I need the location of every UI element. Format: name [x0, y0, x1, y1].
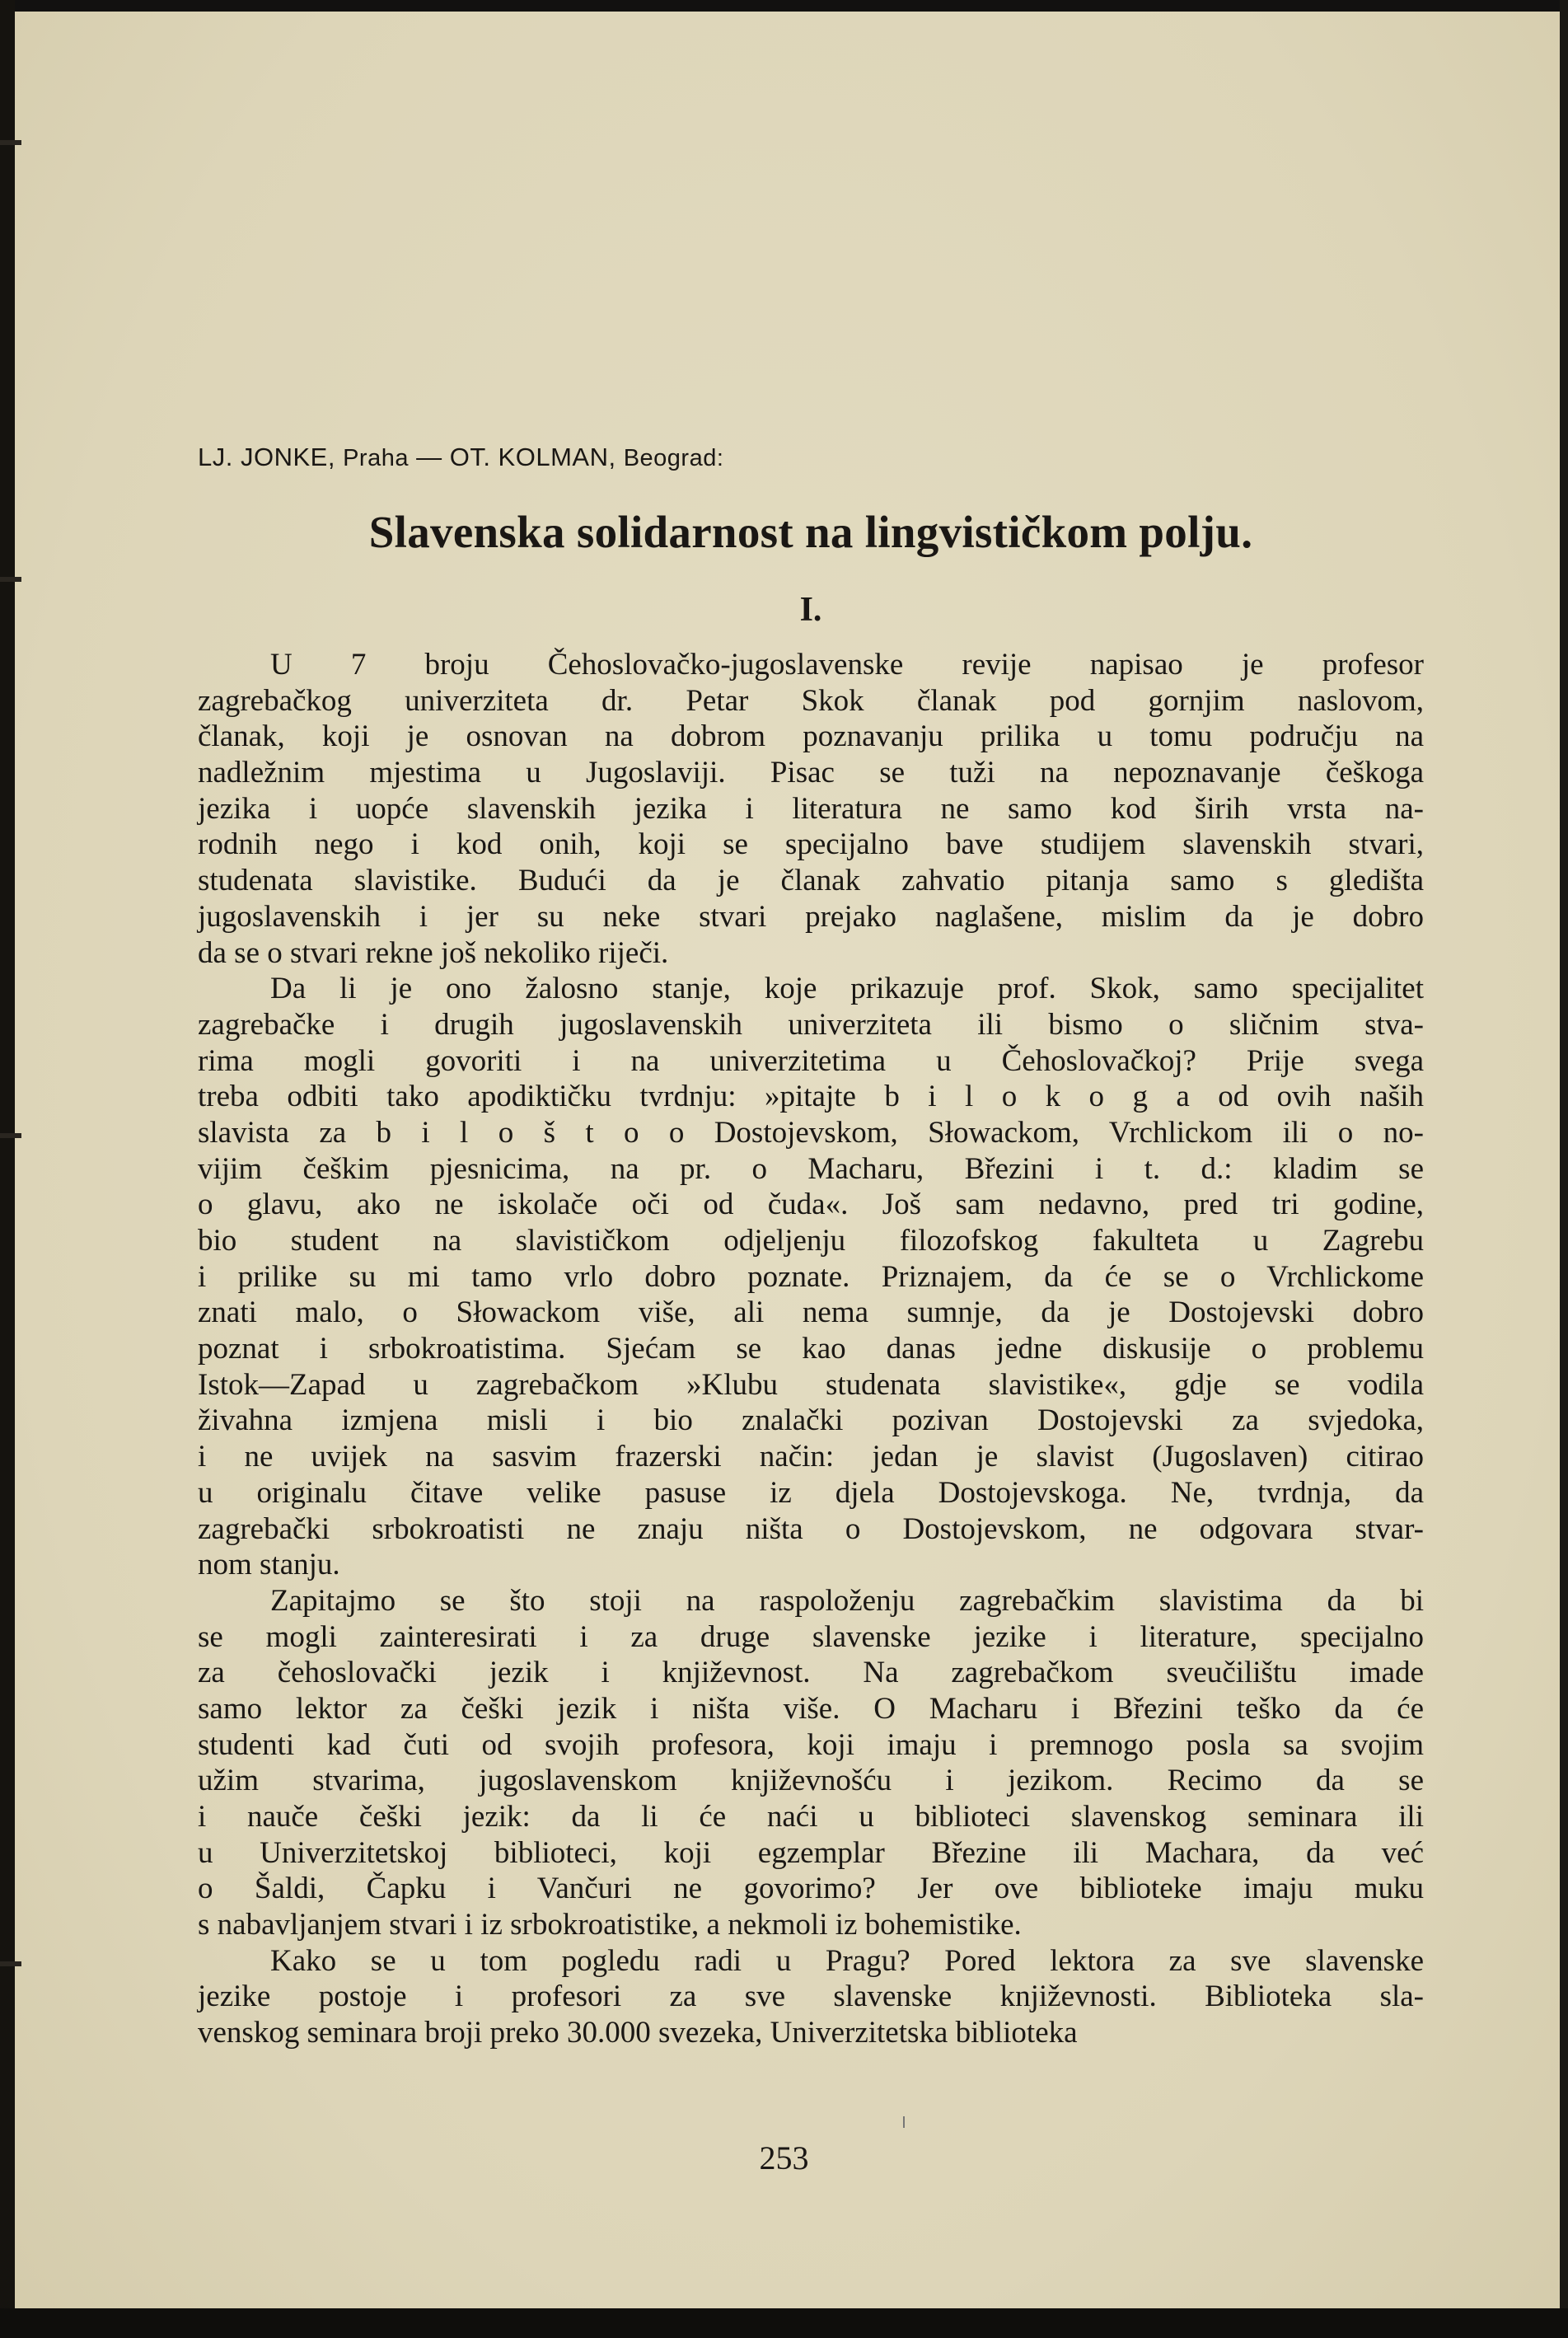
- text-line: članak, koji je osnovan na dobrom poznavanju prilika u tomu području na: [198, 719, 1424, 754]
- text-line: Kako se u tom pogledu radi u Pragu? Pored lektora za sve slavenske: [270, 1943, 1424, 1978]
- text-line: Zapitajmo se što stoji na raspoloženju zagrebačkim slavistima da bi: [270, 1583, 1424, 1618]
- text-line: samo lektor za češki jezik i ništa više. O Macharu i Březini teško da će: [198, 1691, 1424, 1726]
- article-content: [198, 441, 1424, 2051]
- text-line: i nauče češki jezik: da li će naći u biblioteci slavenskog seminara ili: [198, 1800, 1424, 1834]
- scan-edge-left: [0, 0, 15, 2338]
- text-line: jezike postoje i profesori za sve slavenske književnosti. Biblioteka sla-: [198, 1980, 1424, 2014]
- text-line: za čehoslovački jezik i književnost. Na zagrebačkom sveučilištu imade: [198, 1656, 1424, 1690]
- text-line: se mogli zainteresirati i za druge slavenske jezike i literature, specijalno: [198, 1619, 1424, 1654]
- text-line: zagrebačkog univerziteta dr. Petar Skok članak pod gornjim naslovom,: [198, 683, 1424, 718]
- text-line: užim stvarima, jugoslavenskom književnošću i jezikom. Recimo da se: [198, 1764, 1424, 1798]
- page-number: 253: [759, 2139, 809, 2176]
- scan-edge-top: [0, 0, 1568, 12]
- text-line: U 7 broju Čehoslovačko-jugoslavenske revije napisao je profesor: [270, 648, 1424, 682]
- byline-separator: —: [416, 443, 442, 471]
- text-line: treba odbiti tako apodiktičku tvrdnju: »pitajte b i l o k o g a od ovih naših: [198, 1080, 1424, 1114]
- section-number: I.: [799, 591, 822, 629]
- text-line: s nabavljanjem stvari i iz srbokroatistike, a nekmoli iz bohemistike.: [198, 1908, 1022, 1942]
- text-line: o glavu, ako ne iskolače oči od čuda«. Još sam nedavno, pred tri godine,: [198, 1188, 1424, 1222]
- text-line: znati malo, o Słowackom više, ali nema sumnje, da je Dostojevski dobro: [198, 1296, 1424, 1330]
- text-line: u originalu čitave velike pasuse iz djela Dostojevskoga. Ne, tvrdnja, da: [198, 1475, 1424, 1510]
- paragraph: [198, 1583, 1424, 1943]
- text-line: da se o stvari rekne još nekoliko riječi.: [198, 935, 669, 970]
- scan-edge-mark: [0, 1961, 21, 1966]
- scan-edge-mark: [0, 577, 21, 582]
- article-body: [198, 647, 1424, 2051]
- place-one: Praha: [343, 445, 409, 471]
- place-two: Beograd:: [623, 445, 724, 471]
- text-line: studenti kad čuti od svojih profesora, koji imaju i premnogo posla sa svojim: [198, 1727, 1424, 1762]
- article-title: Slavenska solidarnost na lingvističkom polju.: [368, 507, 1253, 557]
- text-line: o Šaldi, Čapku i Vančuri ne govorimo? Jer ove biblioteke imaju muku: [198, 1872, 1424, 1906]
- text-line: nadležnim mjestima u Jugoslaviji. Pisac se tuži na nepoznavanje češkoga: [198, 756, 1424, 790]
- text-line: rima mogli govoriti i na univerzitetima u Čehoslovačkoj? Prije svega: [198, 1043, 1424, 1078]
- text-line: zagrebački srbokroatisti ne znaju ništa o Dostojevskom, ne odgovara stvar-: [198, 1511, 1424, 1546]
- paragraph: [198, 971, 1424, 1583]
- text-line: studenata slavistike. Budući da je članak zahvatio pitanja samo s gledišta: [198, 864, 1424, 898]
- text-line: i ne uvijek na sasvim frazerski način: jedan je slavist (Jugoslaven) citirao: [198, 1440, 1424, 1474]
- author-one: LJ. JONKE,: [198, 443, 335, 471]
- text-line: nom stanju.: [198, 1548, 340, 1582]
- text-line: zagrebačke i drugih jugoslavenskih univerziteta ili bismo o sličnim stva-: [198, 1007, 1424, 1042]
- text-line: poznat i srbokroatistima. Sjećam se kao danas jedne diskusije o problemu: [198, 1332, 1424, 1366]
- text-line: jugoslavenskih i jer su neke stvari prejako naglašene, mislim da je dobro: [198, 899, 1424, 934]
- paragraph: [198, 1943, 1424, 2051]
- text-line: u Univerzitetskoj biblioteci, koji egzemplar Březine ili Machara, da već: [198, 1835, 1424, 1870]
- text-line: vijim češkim pjesnicima, na pr. o Macharu, Březini i t. d.: kladim se: [198, 1151, 1424, 1186]
- text-line: venskog seminara broji preko 30.000 svezeka, Univerzitetska biblioteka: [198, 2016, 1078, 2050]
- scan-edge-mark: [0, 1133, 21, 1138]
- scan-edge-bottom: [0, 2308, 1568, 2338]
- text-line: slavista za b i l o š t o o Dostojevskom, Słowackom, Vrchlickom ili o no-: [198, 1115, 1424, 1150]
- text-line: i prilike su mi tamo vrlo dobro poznate. Priznajem, da će se o Vrchlickome: [198, 1259, 1424, 1294]
- author-two: OT. KOLMAN,: [449, 443, 616, 471]
- text-line: Da li je ono žalosno stanje, koje prikazuje prof. Skok, samo specijalitet: [270, 972, 1424, 1006]
- text-line: živahna izmjena misli i bio znalački pozivan Dostojevski za svjedoka,: [198, 1403, 1424, 1438]
- text-line: rodnih nego i kod onih, koji se specijalno bave studijem slavenskih stvari,: [198, 827, 1424, 862]
- byline: [198, 441, 1424, 474]
- text-line: bio student na slavističkom odjeljenju filozofskog fakulteta u Zagrebu: [198, 1224, 1424, 1258]
- text-line: jezika i uopće slavenskih jezika i literatura ne samo kod širih vrsta na-: [198, 791, 1424, 826]
- paragraph: [198, 647, 1424, 971]
- print-mark: [903, 2116, 905, 2128]
- scan-edge-right: [1560, 0, 1568, 2338]
- scan-edge-mark: [0, 140, 21, 145]
- text-line: Istok—Zapad u zagrebačkom »Klubu studenata slavistike«, gdje se vodila: [198, 1367, 1424, 1402]
